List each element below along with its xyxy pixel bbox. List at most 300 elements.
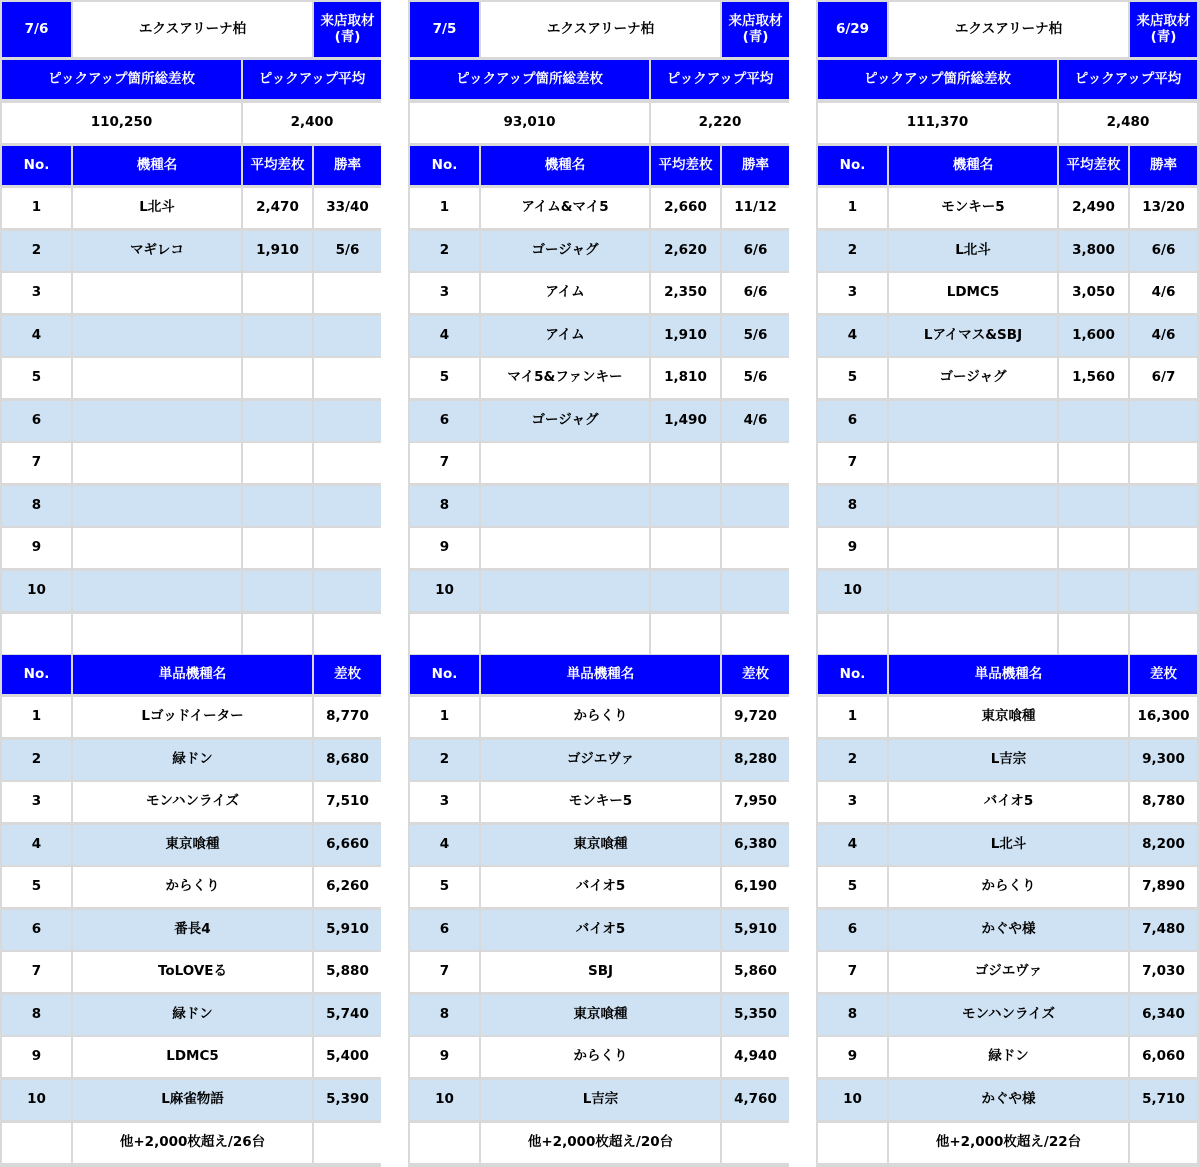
model-row-name [73, 443, 241, 483]
single-row-diff: 6,340 [1130, 995, 1197, 1035]
gap-cell [791, 697, 814, 737]
single-row-no: 7 [818, 952, 887, 992]
footer-spacer [2, 1123, 71, 1163]
gap-cell [383, 825, 406, 865]
model-row-no: 4 [818, 316, 887, 356]
gap-cell [791, 1080, 814, 1120]
model-row-no: 5 [818, 358, 887, 398]
model-header: 機種名 [481, 146, 649, 185]
model-row-no: 10 [410, 571, 479, 611]
gap-cell [791, 825, 814, 865]
model-row-rate: 5/6 [722, 316, 789, 356]
footer-note: 他+2,000枚超え/22台 [889, 1123, 1128, 1163]
spacer-cell [243, 614, 312, 654]
single-row-diff: 6,660 [314, 825, 381, 865]
gap-cell [383, 1123, 406, 1163]
model-row-avg [1059, 486, 1128, 526]
model-row-no: 7 [2, 443, 71, 483]
single-row-no: 10 [818, 1080, 887, 1120]
model-row-rate: 6/6 [1130, 231, 1197, 271]
single-row-name: からくり [73, 867, 312, 907]
footer-spacer [722, 1123, 789, 1163]
model-row-avg [243, 358, 312, 398]
single-row-name: かぐや様 [889, 910, 1128, 950]
model-row-rate: 33/40 [314, 188, 381, 228]
model-row-avg [243, 528, 312, 568]
model-row-avg [1059, 571, 1128, 611]
model-row-no: 3 [410, 273, 479, 313]
single-row-name: 番長4 [73, 910, 312, 950]
gap-cell [383, 1080, 406, 1120]
model-row-avg: 2,470 [243, 188, 312, 228]
single-row-diff: 5,740 [314, 995, 381, 1035]
avg-diff-header: 平均差枚 [243, 146, 312, 185]
singles-no-header: No. [410, 655, 479, 694]
win-rate-header: 勝率 [1130, 146, 1197, 185]
single-row-name: モンキー5 [481, 782, 720, 822]
model-row-avg [651, 486, 720, 526]
pickup-total-value: 110,250 [2, 103, 241, 143]
gap-cell [383, 655, 406, 694]
model-row-no: 8 [818, 486, 887, 526]
gap-cell [383, 486, 406, 526]
avg-diff-header: 平均差枚 [651, 146, 720, 185]
pickup-total-header: ピックアップ箇所総差枚 [2, 60, 241, 99]
gap-cell [383, 571, 406, 611]
model-row-name [73, 486, 241, 526]
single-row-no: 1 [2, 697, 71, 737]
model-row-avg: 3,800 [1059, 231, 1128, 271]
spacer-cell [818, 614, 887, 654]
report-column-7-5 [408, 0, 789, 1167]
gap-cell [383, 316, 406, 356]
model-row-rate [722, 528, 789, 568]
gap-cell [791, 273, 814, 313]
single-row-no: 5 [2, 867, 71, 907]
model-row-rate: 13/20 [1130, 188, 1197, 228]
single-row-no: 4 [2, 825, 71, 865]
single-row-no: 9 [410, 1037, 479, 1077]
model-row-name: ゴージャグ [481, 401, 649, 441]
gap-cell [383, 401, 406, 441]
model-row-no: 6 [818, 401, 887, 441]
gap-cell [791, 782, 814, 822]
single-row-name: からくり [889, 867, 1128, 907]
gap-cell [791, 103, 814, 143]
model-row-rate: 4/6 [1130, 316, 1197, 356]
no-header: No. [2, 146, 71, 185]
model-row-avg [651, 528, 720, 568]
single-row-name: かぐや様 [889, 1080, 1128, 1120]
gap-cell [791, 528, 814, 568]
model-row-no: 1 [818, 188, 887, 228]
model-row-no: 8 [2, 486, 71, 526]
gap-cell [791, 231, 814, 271]
model-row-no: 10 [2, 571, 71, 611]
single-row-diff: 7,030 [1130, 952, 1197, 992]
spacer-cell [2, 614, 71, 654]
single-row-no: 9 [818, 1037, 887, 1077]
pickup-avg-header: ピックアップ平均 [1059, 60, 1197, 99]
model-row-avg: 1,600 [1059, 316, 1128, 356]
pickup-avg-value: 2,400 [243, 103, 381, 143]
date-cell: 6/29 [818, 2, 887, 57]
single-row-name: からくり [481, 697, 720, 737]
model-row-name: マギレコ [73, 231, 241, 271]
single-row-no: 8 [410, 995, 479, 1035]
model-row-rate [314, 571, 381, 611]
gap-cell [791, 146, 814, 185]
single-row-name: ゴジエヴァ [481, 740, 720, 780]
single-row-diff: 9,300 [1130, 740, 1197, 780]
pickup-avg-header: ピックアップ平均 [243, 60, 381, 99]
model-row-rate [314, 358, 381, 398]
date-cell: 7/6 [2, 2, 71, 57]
model-row-name [73, 273, 241, 313]
model-row-avg [1059, 528, 1128, 568]
model-row-avg: 3,050 [1059, 273, 1128, 313]
single-row-name: モンハンライズ [889, 995, 1128, 1035]
single-row-name: ToLOVEる [73, 952, 312, 992]
spacer-cell [889, 614, 1057, 654]
single-row-no: 6 [2, 910, 71, 950]
single-row-diff: 8,780 [1130, 782, 1197, 822]
single-row-no: 1 [410, 697, 479, 737]
model-row-name: アイム [481, 273, 649, 313]
model-row-name [73, 528, 241, 568]
model-row-avg [243, 401, 312, 441]
single-row-name: 緑ドン [73, 740, 312, 780]
single-row-name: 東京喰種 [73, 825, 312, 865]
model-row-rate: 6/6 [722, 231, 789, 271]
model-row-no: 4 [410, 316, 479, 356]
model-row-rate [314, 401, 381, 441]
model-row-no: 3 [2, 273, 71, 313]
single-row-diff: 7,480 [1130, 910, 1197, 950]
footer-spacer [818, 1123, 887, 1163]
single-row-name: 緑ドン [889, 1037, 1128, 1077]
model-row-name: モンキー5 [889, 188, 1057, 228]
single-row-name: からくり [481, 1037, 720, 1077]
single-row-diff: 5,860 [722, 952, 789, 992]
model-row-avg: 2,350 [651, 273, 720, 313]
single-row-diff: 16,300 [1130, 697, 1197, 737]
gap-cell [791, 316, 814, 356]
spacer-cell [1130, 614, 1197, 654]
gap-cell [383, 146, 406, 185]
model-row-name [73, 401, 241, 441]
gap-cell [791, 401, 814, 441]
model-row-rate [314, 273, 381, 313]
model-row-no: 9 [818, 528, 887, 568]
pickup-total-value: 93,010 [410, 103, 649, 143]
model-row-name [481, 528, 649, 568]
single-row-name: 緑ドン [73, 995, 312, 1035]
model-row-name: LDMC5 [889, 273, 1057, 313]
singles-model-header: 単品機種名 [889, 655, 1128, 694]
gap-cell [791, 358, 814, 398]
single-row-diff: 5,400 [314, 1037, 381, 1077]
model-row-name: Lアイマス&SBJ [889, 316, 1057, 356]
footer-note: 他+2,000枚超え/26台 [73, 1123, 312, 1163]
model-row-avg: 2,490 [1059, 188, 1128, 228]
gap-cell [791, 952, 814, 992]
gap-cell [791, 867, 814, 907]
spacer-cell [314, 614, 381, 654]
spacer-cell [410, 614, 479, 654]
gap-cell [383, 103, 406, 143]
gap-cell [791, 60, 814, 99]
single-row-diff: 5,390 [314, 1080, 381, 1120]
singles-no-header: No. [818, 655, 887, 694]
gap-cell [383, 2, 406, 57]
single-row-name: L北斗 [889, 825, 1128, 865]
model-row-rate [722, 571, 789, 611]
singles-diff-header: 差枚 [1130, 655, 1197, 694]
model-row-avg: 2,620 [651, 231, 720, 271]
single-row-diff: 7,950 [722, 782, 789, 822]
model-row-avg [243, 443, 312, 483]
single-row-name: バイオ5 [889, 782, 1128, 822]
model-row-no: 7 [818, 443, 887, 483]
model-row-no: 7 [410, 443, 479, 483]
singles-model-header: 単品機種名 [481, 655, 720, 694]
single-row-diff: 5,910 [314, 910, 381, 950]
single-row-diff: 8,280 [722, 740, 789, 780]
gap-cell [791, 1037, 814, 1077]
coverage-badge: 来店取材 (青) [1130, 2, 1197, 57]
model-row-no: 2 [410, 231, 479, 271]
model-row-rate [1130, 443, 1197, 483]
gap-cell [383, 231, 406, 271]
single-row-no: 2 [410, 740, 479, 780]
gap-cell [383, 910, 406, 950]
single-row-no: 10 [410, 1080, 479, 1120]
model-row-name [889, 443, 1057, 483]
model-row-rate: 5/6 [314, 231, 381, 271]
pickup-total-header: ピックアップ箇所総差枚 [818, 60, 1057, 99]
model-row-name: L北斗 [889, 231, 1057, 271]
model-row-name [73, 358, 241, 398]
coverage-badge: 来店取材 (青) [314, 2, 381, 57]
pickup-avg-value: 2,480 [1059, 103, 1197, 143]
single-row-diff: 8,200 [1130, 825, 1197, 865]
model-header: 機種名 [73, 146, 241, 185]
model-row-avg: 1,490 [651, 401, 720, 441]
single-row-no: 1 [818, 697, 887, 737]
model-row-rate [314, 316, 381, 356]
single-row-diff: 9,720 [722, 697, 789, 737]
single-row-name: モンハンライズ [73, 782, 312, 822]
gap-cell [383, 614, 406, 654]
single-row-no: 10 [2, 1080, 71, 1120]
model-row-no: 2 [2, 231, 71, 271]
spacer-cell [722, 614, 789, 654]
single-row-diff: 6,060 [1130, 1037, 1197, 1077]
model-row-avg [243, 486, 312, 526]
win-rate-header: 勝率 [314, 146, 381, 185]
single-row-no: 5 [818, 867, 887, 907]
gap-cell [383, 697, 406, 737]
model-row-name [73, 316, 241, 356]
singles-no-header: No. [2, 655, 71, 694]
single-row-name: 東京喰種 [481, 995, 720, 1035]
single-row-no: 7 [2, 952, 71, 992]
model-row-avg [243, 316, 312, 356]
singles-model-header: 単品機種名 [73, 655, 312, 694]
footer-note: 他+2,000枚超え/20台 [481, 1123, 720, 1163]
single-row-no: 3 [2, 782, 71, 822]
footer-spacer [410, 1123, 479, 1163]
single-row-name: LDMC5 [73, 1037, 312, 1077]
gap-cell [791, 740, 814, 780]
model-row-rate: 4/6 [1130, 273, 1197, 313]
single-row-diff: 6,380 [722, 825, 789, 865]
gap-cell [791, 614, 814, 654]
single-row-no: 2 [818, 740, 887, 780]
single-row-name: バイオ5 [481, 910, 720, 950]
coverage-badge: 来店取材 (青) [722, 2, 789, 57]
model-row-name [481, 443, 649, 483]
gap-cell [791, 655, 814, 694]
model-row-no: 8 [410, 486, 479, 526]
model-row-name: ゴージャグ [889, 358, 1057, 398]
single-row-name: Lゴッドイーター [73, 697, 312, 737]
model-row-rate: 6/6 [722, 273, 789, 313]
gap-cell [383, 1037, 406, 1077]
model-row-no: 9 [2, 528, 71, 568]
win-rate-header: 勝率 [722, 146, 789, 185]
model-row-avg: 2,660 [651, 188, 720, 228]
avg-diff-header: 平均差枚 [1059, 146, 1128, 185]
column-gap [381, 0, 408, 1167]
model-row-no: 3 [818, 273, 887, 313]
model-row-no: 5 [2, 358, 71, 398]
model-row-rate [1130, 571, 1197, 611]
single-row-diff: 8,770 [314, 697, 381, 737]
spacer-cell [73, 614, 241, 654]
single-row-diff: 6,260 [314, 867, 381, 907]
model-row-no: 9 [410, 528, 479, 568]
gap-cell [383, 740, 406, 780]
single-row-diff: 5,910 [722, 910, 789, 950]
model-row-avg [651, 571, 720, 611]
model-row-rate: 11/12 [722, 188, 789, 228]
model-row-name: マイ5&ファンキー [481, 358, 649, 398]
single-row-name: SBJ [481, 952, 720, 992]
single-row-no: 7 [410, 952, 479, 992]
singles-diff-header: 差枚 [314, 655, 381, 694]
gap-cell [383, 952, 406, 992]
model-row-avg [1059, 401, 1128, 441]
single-row-no: 4 [410, 825, 479, 865]
model-row-name: L北斗 [73, 188, 241, 228]
model-row-name [889, 571, 1057, 611]
no-header: No. [410, 146, 479, 185]
singles-diff-header: 差枚 [722, 655, 789, 694]
model-row-no: 2 [818, 231, 887, 271]
single-row-name: L吉宗 [481, 1080, 720, 1120]
model-row-no: 1 [2, 188, 71, 228]
single-row-name: 東京喰種 [481, 825, 720, 865]
single-row-diff: 8,680 [314, 740, 381, 780]
model-row-rate: 5/6 [722, 358, 789, 398]
no-header: No. [818, 146, 887, 185]
gap-cell [791, 1123, 814, 1163]
single-row-no: 5 [410, 867, 479, 907]
single-row-no: 8 [818, 995, 887, 1035]
model-row-avg: 1,910 [243, 231, 312, 271]
gap-cell [791, 910, 814, 950]
model-row-name: アイム&マイ5 [481, 188, 649, 228]
model-row-name: アイム [481, 316, 649, 356]
gap-cell [383, 358, 406, 398]
single-row-diff: 7,890 [1130, 867, 1197, 907]
model-row-avg [243, 273, 312, 313]
pickup-avg-header: ピックアップ平均 [651, 60, 789, 99]
single-row-diff: 5,350 [722, 995, 789, 1035]
store-name: エクスアリーナ柏 [889, 2, 1128, 57]
single-row-no: 3 [818, 782, 887, 822]
pickup-avg-value: 2,220 [651, 103, 789, 143]
footer-spacer [1130, 1123, 1197, 1163]
single-row-no: 6 [410, 910, 479, 950]
model-row-no: 6 [2, 401, 71, 441]
model-row-rate [722, 443, 789, 483]
model-row-name [481, 486, 649, 526]
gap-cell [383, 528, 406, 568]
single-row-no: 8 [2, 995, 71, 1035]
single-row-no: 3 [410, 782, 479, 822]
model-row-avg: 1,560 [1059, 358, 1128, 398]
gap-cell [791, 2, 814, 57]
model-row-rate: 4/6 [722, 401, 789, 441]
model-row-avg: 1,810 [651, 358, 720, 398]
pickup-total-value: 111,370 [818, 103, 1057, 143]
pickup-total-header: ピックアップ箇所総差枚 [410, 60, 649, 99]
model-row-rate [1130, 401, 1197, 441]
model-row-no: 4 [2, 316, 71, 356]
date-cell: 7/5 [410, 2, 479, 57]
single-row-name: L吉宗 [889, 740, 1128, 780]
model-row-no: 1 [410, 188, 479, 228]
single-row-diff: 5,880 [314, 952, 381, 992]
gap-cell [383, 443, 406, 483]
model-row-avg [651, 443, 720, 483]
model-row-rate [314, 443, 381, 483]
spacer-cell [1059, 614, 1128, 654]
model-row-rate: 6/7 [1130, 358, 1197, 398]
model-row-no: 10 [818, 571, 887, 611]
single-row-name: バイオ5 [481, 867, 720, 907]
model-row-rate [1130, 528, 1197, 568]
column-gap [789, 0, 816, 1167]
model-header: 機種名 [889, 146, 1057, 185]
gap-cell [383, 867, 406, 907]
model-row-rate [314, 528, 381, 568]
single-row-no: 2 [2, 740, 71, 780]
single-row-no: 9 [2, 1037, 71, 1077]
model-row-name [889, 486, 1057, 526]
model-row-name [481, 571, 649, 611]
gap-cell [383, 995, 406, 1035]
model-row-avg [1059, 443, 1128, 483]
spacer-cell [651, 614, 720, 654]
single-row-diff: 5,710 [1130, 1080, 1197, 1120]
single-row-name: 東京喰種 [889, 697, 1128, 737]
single-row-name: L麻雀物語 [73, 1080, 312, 1120]
gap-cell [791, 443, 814, 483]
